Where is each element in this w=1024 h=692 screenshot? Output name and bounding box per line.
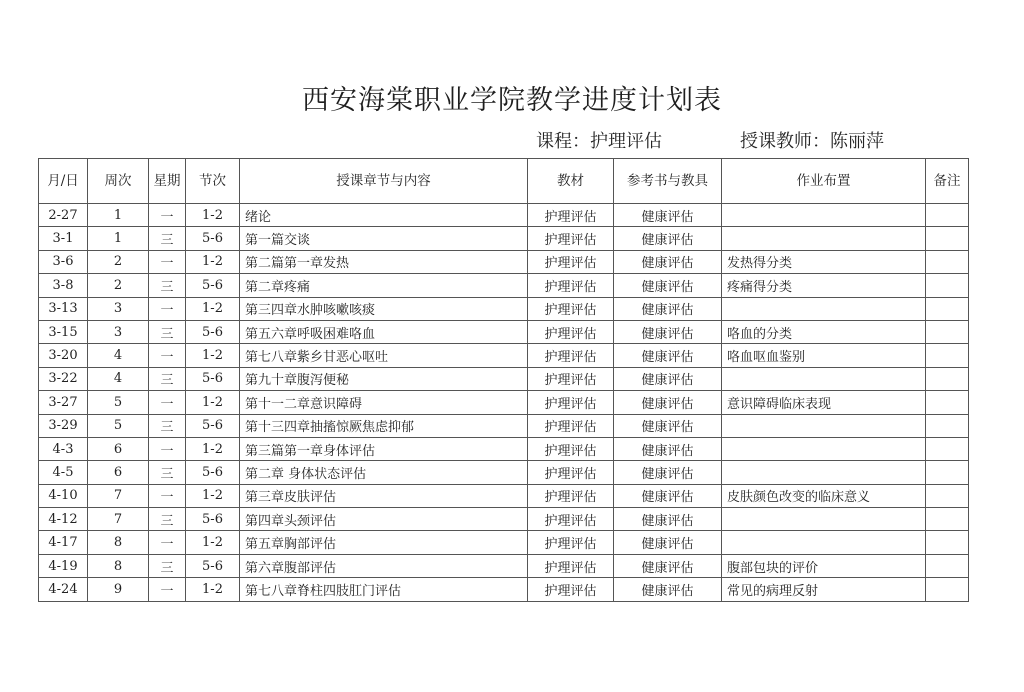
cell-content: 第七八章紫乡甘恶心呕吐: [240, 344, 528, 367]
cell-week: 4: [88, 344, 149, 367]
cell-notes: [926, 320, 969, 343]
cell-weekday: 一: [149, 437, 186, 460]
cell-homework: [722, 204, 926, 227]
cell-homework: 腹部包块的评价: [722, 554, 926, 577]
cell-weekday: 一: [149, 531, 186, 554]
cell-week: 6: [88, 437, 149, 460]
cell-homework: [722, 437, 926, 460]
cell-period: 5-6: [186, 367, 240, 390]
cell-period: 5-6: [186, 320, 240, 343]
cell-week: 5: [88, 414, 149, 437]
cell-period: 1-2: [186, 531, 240, 554]
cell-notes: [926, 367, 969, 390]
header-period: 节次: [186, 159, 240, 204]
cell-date: 4-3: [39, 437, 88, 460]
header-content: 授课章节与内容: [240, 159, 528, 204]
header-date: 月/日: [39, 159, 88, 204]
table-row: [39, 414, 969, 437]
cell-period: 1-2: [186, 578, 240, 601]
table-row: [39, 437, 969, 460]
cell-textbook: 护理评估: [528, 554, 614, 577]
cell-homework: 咯血的分类: [722, 320, 926, 343]
cell-period: 1-2: [186, 391, 240, 414]
cell-homework: [722, 367, 926, 390]
cell-period: 5-6: [186, 227, 240, 250]
cell-week: 5: [88, 391, 149, 414]
cell-week: 4: [88, 367, 149, 390]
cell-week: 3: [88, 320, 149, 343]
cell-date: 3-8: [39, 274, 88, 297]
cell-textbook: 护理评估: [528, 508, 614, 531]
cell-date: 4-12: [39, 508, 88, 531]
cell-reference: 健康评估: [614, 508, 722, 531]
cell-notes: [926, 391, 969, 414]
table-row: [39, 531, 969, 554]
cell-notes: [926, 508, 969, 531]
header-reference: 参考书与教具: [614, 159, 722, 204]
cell-weekday: 三: [149, 227, 186, 250]
cell-reference: 健康评估: [614, 320, 722, 343]
cell-notes: [926, 484, 969, 507]
cell-reference: 健康评估: [614, 204, 722, 227]
cell-content: 第三章皮肤评估: [240, 484, 528, 507]
table-row: [39, 578, 969, 601]
cell-week: 8: [88, 554, 149, 577]
cell-homework: [722, 227, 926, 250]
cell-textbook: 护理评估: [528, 367, 614, 390]
cell-textbook: 护理评估: [528, 250, 614, 273]
cell-weekday: 一: [149, 297, 186, 320]
cell-notes: [926, 204, 969, 227]
cell-date: 4-24: [39, 578, 88, 601]
cell-content: 第十三四章抽搐惊厥焦虑抑郁: [240, 414, 528, 437]
table-row: [39, 554, 969, 577]
cell-weekday: 一: [149, 578, 186, 601]
header-notes: 备注: [926, 159, 969, 204]
cell-content: 第三四章水肿咳嗽咳痰: [240, 297, 528, 320]
cell-reference: 健康评估: [614, 484, 722, 507]
cell-reference: 健康评估: [614, 414, 722, 437]
cell-period: 5-6: [186, 414, 240, 437]
cell-weekday: 三: [149, 320, 186, 343]
table-row: [39, 344, 969, 367]
cell-notes: [926, 578, 969, 601]
cell-period: 1-2: [186, 250, 240, 273]
header-week: 周次: [88, 159, 149, 204]
cell-weekday: 一: [149, 344, 186, 367]
cell-homework: 发热得分类: [722, 250, 926, 273]
cell-content: 第五章胸部评估: [240, 531, 528, 554]
cell-notes: [926, 250, 969, 273]
cell-week: 7: [88, 508, 149, 531]
cell-textbook: 护理评估: [528, 297, 614, 320]
cell-reference: 健康评估: [614, 554, 722, 577]
schedule-table: [38, 158, 969, 602]
cell-content: 第三篇第一章身体评估: [240, 437, 528, 460]
cell-notes: [926, 437, 969, 460]
page-title: 西安海棠职业学院教学进度计划表: [302, 85, 722, 116]
table-row: [39, 484, 969, 507]
course-label: 课程：护理评估: [536, 131, 662, 152]
cell-weekday: 三: [149, 554, 186, 577]
cell-content: 绪论: [240, 204, 528, 227]
cell-homework: 咯血呕血鉴别: [722, 344, 926, 367]
cell-textbook: 护理评估: [528, 484, 614, 507]
cell-notes: [926, 461, 969, 484]
header-textbook: 教材: [528, 159, 614, 204]
cell-week: 7: [88, 484, 149, 507]
cell-content: 第九十章腹泻便秘: [240, 367, 528, 390]
cell-date: 3-22: [39, 367, 88, 390]
cell-reference: 健康评估: [614, 531, 722, 554]
table-row: [39, 320, 969, 343]
cell-content: 第四章头颈评估: [240, 508, 528, 531]
cell-notes: [926, 297, 969, 320]
cell-content: 第二篇第一章发热: [240, 250, 528, 273]
cell-content: 第十一二章意识障碍: [240, 391, 528, 414]
cell-textbook: 护理评估: [528, 461, 614, 484]
cell-reference: 健康评估: [614, 461, 722, 484]
cell-textbook: 护理评估: [528, 391, 614, 414]
cell-weekday: 三: [149, 508, 186, 531]
cell-date: 4-5: [39, 461, 88, 484]
cell-homework: [722, 531, 926, 554]
cell-weekday: 一: [149, 391, 186, 414]
cell-notes: [926, 554, 969, 577]
table-row: [39, 204, 969, 227]
cell-period: 5-6: [186, 554, 240, 577]
cell-period: 1-2: [186, 484, 240, 507]
header-row: [39, 159, 969, 204]
cell-weekday: 三: [149, 414, 186, 437]
cell-textbook: 护理评估: [528, 274, 614, 297]
cell-date: 3-13: [39, 297, 88, 320]
cell-week: 1: [88, 227, 149, 250]
cell-reference: 健康评估: [614, 344, 722, 367]
cell-date: 4-17: [39, 531, 88, 554]
cell-content: 第一篇交谈: [240, 227, 528, 250]
cell-weekday: 一: [149, 204, 186, 227]
table-row: [39, 250, 969, 273]
cell-period: 5-6: [186, 508, 240, 531]
cell-week: 2: [88, 274, 149, 297]
header-weekday: 星期: [149, 159, 186, 204]
cell-week: 8: [88, 531, 149, 554]
cell-textbook: 护理评估: [528, 204, 614, 227]
cell-homework: [722, 461, 926, 484]
cell-textbook: 护理评估: [528, 344, 614, 367]
cell-notes: [926, 227, 969, 250]
cell-week: 6: [88, 461, 149, 484]
cell-notes: [926, 344, 969, 367]
cell-notes: [926, 531, 969, 554]
cell-weekday: 一: [149, 250, 186, 273]
cell-textbook: 护理评估: [528, 437, 614, 460]
cell-reference: 健康评估: [614, 391, 722, 414]
cell-weekday: 一: [149, 484, 186, 507]
cell-content: 第二章疼痛: [240, 274, 528, 297]
cell-reference: 健康评估: [614, 274, 722, 297]
cell-textbook: 护理评估: [528, 227, 614, 250]
header-homework: 作业布置: [722, 159, 926, 204]
table-row: [39, 461, 969, 484]
cell-date: 3-20: [39, 344, 88, 367]
cell-period: 1-2: [186, 437, 240, 460]
table-row: [39, 274, 969, 297]
cell-homework: 意识障碍临床表现: [722, 391, 926, 414]
table-row: [39, 227, 969, 250]
cell-homework: [722, 414, 926, 437]
cell-date: 4-10: [39, 484, 88, 507]
cell-period: 1-2: [186, 344, 240, 367]
cell-date: 2-27: [39, 204, 88, 227]
cell-homework: [722, 297, 926, 320]
cell-homework: 常见的病理反射: [722, 578, 926, 601]
cell-reference: 健康评估: [614, 297, 722, 320]
cell-textbook: 护理评估: [528, 414, 614, 437]
cell-homework: [722, 508, 926, 531]
cell-textbook: 护理评估: [528, 320, 614, 343]
cell-reference: 健康评估: [614, 578, 722, 601]
cell-period: 1-2: [186, 204, 240, 227]
table-row: [39, 508, 969, 531]
table-row: [39, 297, 969, 320]
cell-period: 1-2: [186, 297, 240, 320]
cell-week: 1: [88, 204, 149, 227]
cell-period: 5-6: [186, 274, 240, 297]
cell-week: 2: [88, 250, 149, 273]
cell-homework: 疼痛得分类: [722, 274, 926, 297]
cell-period: 5-6: [186, 461, 240, 484]
cell-date: 4-19: [39, 554, 88, 577]
cell-content: 第七八章脊柱四肢肛门评估: [240, 578, 528, 601]
cell-reference: 健康评估: [614, 250, 722, 273]
cell-date: 3-27: [39, 391, 88, 414]
cell-content: 第六章腹部评估: [240, 554, 528, 577]
table-row: [39, 391, 969, 414]
cell-weekday: 三: [149, 274, 186, 297]
teacher-label: 授课教师：陈丽萍: [740, 131, 884, 152]
cell-notes: [926, 414, 969, 437]
cell-reference: 健康评估: [614, 367, 722, 390]
cell-week: 3: [88, 297, 149, 320]
cell-week: 9: [88, 578, 149, 601]
cell-weekday: 三: [149, 461, 186, 484]
cell-weekday: 三: [149, 367, 186, 390]
cell-date: 3-6: [39, 250, 88, 273]
cell-content: 第五六章呼吸困难咯血: [240, 320, 528, 343]
cell-reference: 健康评估: [614, 437, 722, 460]
cell-date: 3-29: [39, 414, 88, 437]
cell-homework: 皮肤颜色改变的临床意义: [722, 484, 926, 507]
cell-content: 第二章 身体状态评估: [240, 461, 528, 484]
cell-date: 3-15: [39, 320, 88, 343]
table-row: [39, 367, 969, 390]
cell-textbook: 护理评估: [528, 531, 614, 554]
cell-date: 3-1: [39, 227, 88, 250]
cell-reference: 健康评估: [614, 227, 722, 250]
cell-notes: [926, 274, 969, 297]
cell-textbook: 护理评估: [528, 578, 614, 601]
